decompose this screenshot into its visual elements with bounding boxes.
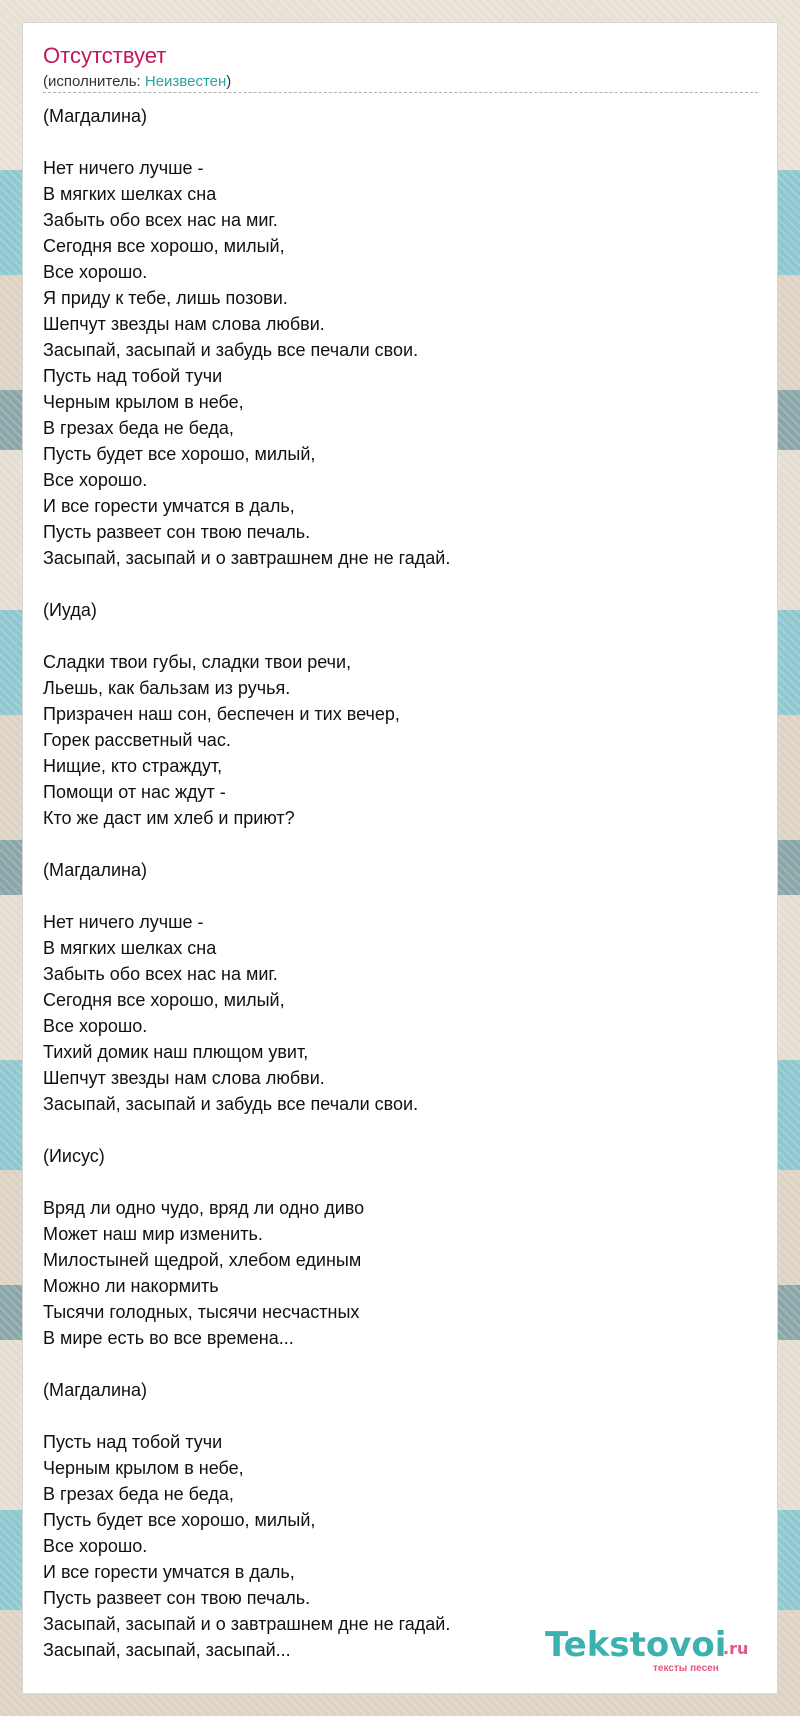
lyric-line: Пусть будет все хорошо, милый, bbox=[43, 444, 316, 464]
lyric-line: Все хорошо. bbox=[43, 1016, 148, 1036]
lyric-line: Забыть обо всех нас на миг. bbox=[43, 210, 278, 230]
lyric-line: В мягких шелках сна bbox=[43, 184, 217, 204]
lyric-line: (Магдалина) bbox=[43, 1380, 147, 1400]
lyric-line: Черным крылом в небе, bbox=[43, 392, 244, 412]
lyric-line bbox=[43, 883, 450, 909]
lyric-line: Засыпай, засыпай и о завтрашнем дне не гадай. bbox=[43, 548, 451, 568]
lyric-line bbox=[43, 129, 450, 155]
lyric-line: (Магдалина) bbox=[43, 860, 147, 880]
artist-prefix: (исполнитель: bbox=[43, 73, 145, 90]
lyric-line bbox=[43, 623, 450, 649]
lyric-line: Пусть будет все хорошо, милый, bbox=[43, 1510, 316, 1530]
lyric-line: Милостыней щедрой, хлебом единым bbox=[43, 1250, 362, 1270]
lyric-line: Все хорошо. bbox=[43, 1536, 148, 1556]
lyric-line: Забыть обо всех нас на миг. bbox=[43, 964, 278, 984]
lyric-line: Шепчут звезды нам слова любви. bbox=[43, 1068, 325, 1088]
lyric-line: (Магдалина) bbox=[43, 106, 147, 126]
lyric-line: Пусть над тобой тучи bbox=[43, 366, 223, 386]
lyric-line: Черным крылом в небе, bbox=[43, 1458, 244, 1478]
lyric-line: Засыпай, засыпай, засыпай... bbox=[43, 1640, 291, 1660]
lyric-line: Нет ничего лучше - bbox=[43, 912, 204, 932]
lyric-line: Пусть над тобой тучи bbox=[43, 1432, 223, 1452]
lyric-line: Помощи от нас ждут - bbox=[43, 782, 226, 802]
lyric-line: Вряд ли одно чудо, вряд ли одно диво bbox=[43, 1198, 365, 1218]
lyric-line: Я приду к тебе, лишь позови. bbox=[43, 288, 288, 308]
lyric-line: Засыпай, засыпай и забудь все печали свои. bbox=[43, 1094, 419, 1114]
lyric-line: Льешь, как бальзам из ручья. bbox=[43, 678, 291, 698]
lyric-line: Нищие, кто страждут, bbox=[43, 756, 223, 776]
lyric-line: Кто же даст им хлеб и приют? bbox=[43, 808, 295, 828]
lyric-line bbox=[43, 1351, 450, 1377]
lyric-line: Сладки твои губы, сладки твои речи, bbox=[43, 652, 352, 672]
lyric-line: Все хорошо. bbox=[43, 470, 148, 490]
lyric-line: В мире есть во все времена... bbox=[43, 1328, 294, 1348]
lyric-line bbox=[43, 1403, 450, 1429]
lyrics-text bbox=[43, 103, 450, 1663]
artist-suffix: ) bbox=[226, 73, 232, 90]
lyric-line: В грезах беда не беда, bbox=[43, 418, 234, 438]
lyric-line bbox=[43, 1169, 450, 1195]
lyric-line: Пусть развеет сон твою печаль. bbox=[43, 522, 311, 542]
lyric-line: И все горести умчатся в даль, bbox=[43, 1562, 295, 1582]
artist-link[interactable]: Неизвестен bbox=[144, 73, 227, 90]
lyric-line: Нет ничего лучше - bbox=[43, 158, 204, 178]
lyric-line: Можно ли накормить bbox=[43, 1276, 219, 1296]
lyric-line: (Иуда) bbox=[43, 600, 97, 620]
lyric-line: Шепчут звезды нам слова любви. bbox=[43, 314, 325, 334]
lyric-line: Пусть развеет сон твою печаль. bbox=[43, 1588, 311, 1608]
site-logo[interactable] bbox=[545, 1625, 755, 1675]
lyric-line: В мягких шелках сна bbox=[43, 938, 217, 958]
lyric-line: Все хорошо. bbox=[43, 262, 148, 282]
lyric-line: Тихий домик наш плющом увит, bbox=[43, 1042, 309, 1062]
lyric-line: В грезах беда не беда, bbox=[43, 1484, 234, 1504]
lyric-line bbox=[43, 571, 450, 597]
logo-main-text: Tekstovoi bbox=[545, 1625, 727, 1665]
lyrics-card bbox=[22, 22, 778, 1694]
lyric-line: Сегодня все хорошо, милый, bbox=[43, 990, 285, 1010]
artist-line bbox=[43, 73, 758, 93]
lyric-line: Призрачен наш сон, беспечен и тих вечер, bbox=[43, 704, 400, 724]
lyric-line bbox=[43, 1117, 450, 1143]
lyric-line: Сегодня все хорошо, милый, bbox=[43, 236, 285, 256]
lyric-line: Тысячи голодных, тысячи несчастных bbox=[43, 1302, 360, 1322]
lyric-line: (Иисус) bbox=[43, 1146, 105, 1166]
logo-tld-text: .ru bbox=[723, 1639, 749, 1658]
lyric-line bbox=[43, 831, 450, 857]
logo-subtitle: тексты песен bbox=[653, 1663, 719, 1674]
lyric-line: Засыпай, засыпай и забудь все печали свои. bbox=[43, 340, 419, 360]
song-title: Отсутствует bbox=[43, 43, 167, 68]
lyric-line: Горек рассветный час. bbox=[43, 730, 231, 750]
lyric-line: Может наш мир изменить. bbox=[43, 1224, 263, 1244]
lyric-line: И все горести умчатся в даль, bbox=[43, 496, 295, 516]
lyric-line: Засыпай, засыпай и о завтрашнем дне не гадай. bbox=[43, 1614, 451, 1634]
